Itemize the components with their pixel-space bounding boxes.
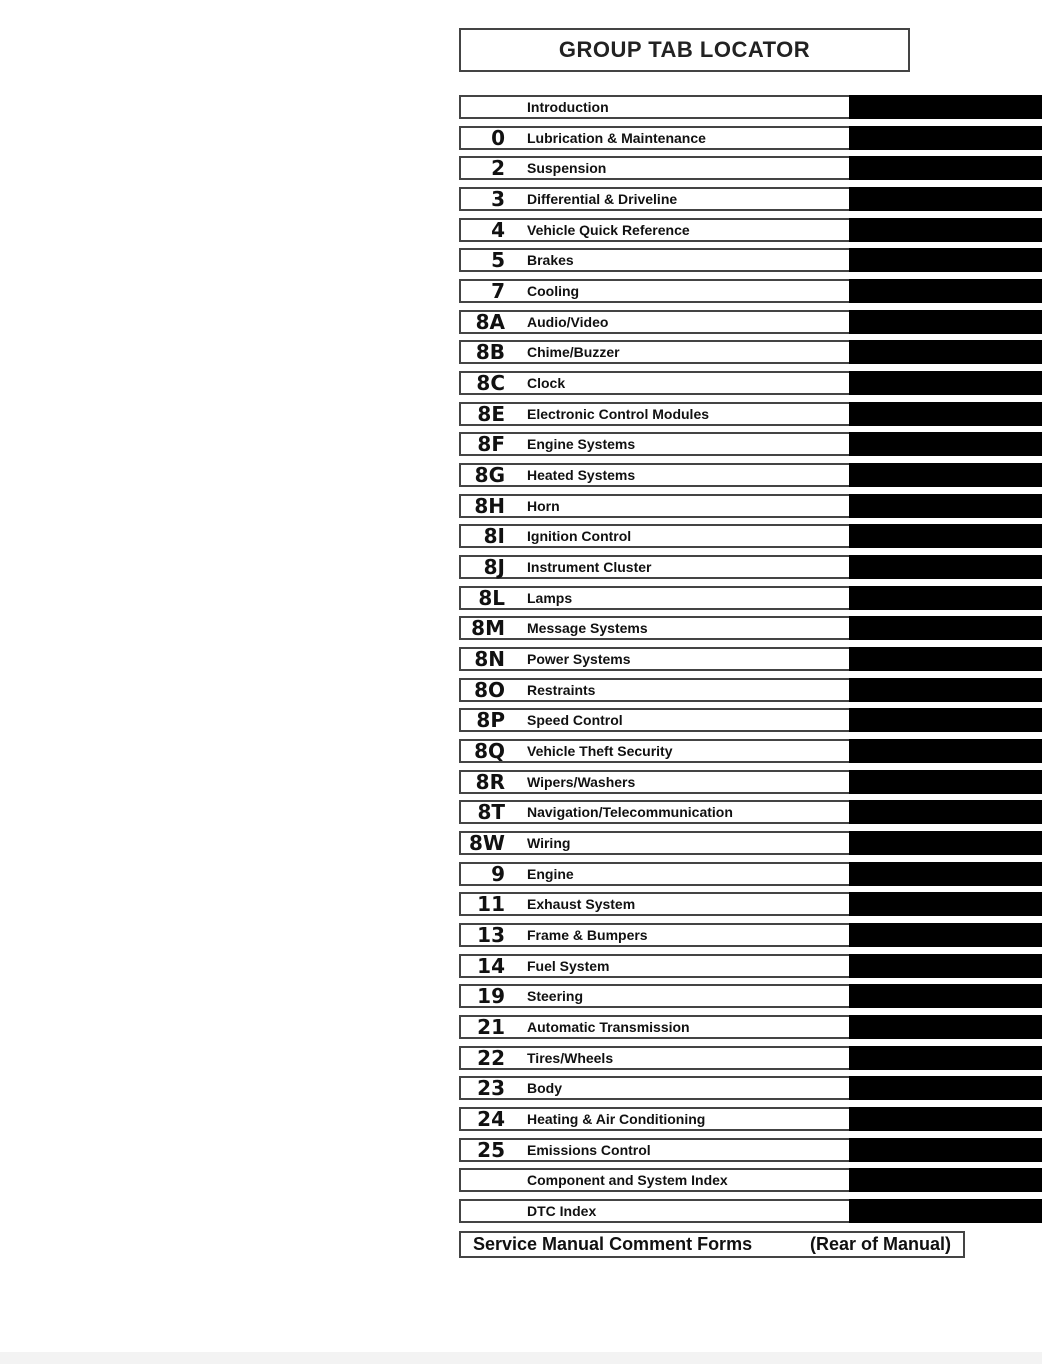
tab-marker xyxy=(849,616,1042,640)
tab-marker xyxy=(849,862,1042,886)
tab-box xyxy=(459,892,849,916)
tab-number: 8O xyxy=(474,678,505,702)
tab-number: 21 xyxy=(477,1015,505,1039)
tab-box xyxy=(459,524,849,548)
tab-label: Vehicle Quick Reference xyxy=(527,222,690,238)
tab-label: Message Systems xyxy=(527,620,648,636)
tab-label: Speed Control xyxy=(527,712,623,728)
tab-row[interactable] xyxy=(459,831,1042,855)
tab-label: Engine xyxy=(527,866,574,882)
tab-box xyxy=(459,708,849,732)
tab-box xyxy=(459,126,849,150)
tab-box xyxy=(459,923,849,947)
tab-row[interactable] xyxy=(459,524,1042,548)
tab-box xyxy=(459,1076,849,1100)
tab-row[interactable] xyxy=(459,187,1042,211)
tab-number: 2 xyxy=(491,156,505,180)
tab-box xyxy=(459,432,849,456)
tab-row[interactable] xyxy=(459,739,1042,763)
tab-label: Cooling xyxy=(527,283,580,299)
tab-row[interactable] xyxy=(459,402,1042,426)
tab-box xyxy=(459,954,849,978)
tab-marker xyxy=(849,402,1042,426)
tab-marker xyxy=(849,954,1042,978)
tab-marker xyxy=(849,770,1042,794)
tab-box xyxy=(459,1168,849,1192)
tab-marker xyxy=(849,1076,1042,1100)
tab-number: 24 xyxy=(477,1107,505,1131)
tab-label: Navigation/Telecommunication xyxy=(527,804,733,820)
tab-box xyxy=(459,1015,849,1039)
footer-right-text: (Rear of Manual) xyxy=(809,1234,951,1254)
tab-marker xyxy=(849,340,1042,364)
tab-marker xyxy=(849,371,1042,395)
tab-row[interactable] xyxy=(459,1107,1042,1131)
tab-number: 8M xyxy=(471,616,505,640)
tab-row[interactable] xyxy=(459,494,1042,518)
tab-number: 8T xyxy=(477,800,505,824)
footer-box xyxy=(459,1231,965,1258)
tab-label: Differential & Driveline xyxy=(527,191,678,207)
tab-row[interactable] xyxy=(459,678,1042,702)
tab-label: Tires/Wheels xyxy=(527,1050,614,1066)
tab-row[interactable] xyxy=(459,126,1042,150)
tab-label: Instrument Cluster xyxy=(527,559,652,575)
tab-marker xyxy=(849,1168,1042,1192)
tab-marker xyxy=(849,647,1042,671)
tab-row[interactable] xyxy=(459,371,1042,395)
tab-number: 19 xyxy=(477,984,505,1008)
tab-box xyxy=(459,831,849,855)
tab-number: 8P xyxy=(476,708,505,732)
tab-row[interactable] xyxy=(459,984,1042,1008)
tab-label: Electronic Control Modules xyxy=(527,406,710,422)
tab-marker xyxy=(849,1199,1042,1223)
tab-marker xyxy=(849,586,1042,610)
tab-label: Horn xyxy=(527,498,560,514)
tab-box xyxy=(459,739,849,763)
tab-row[interactable] xyxy=(459,1138,1042,1162)
tab-label: Body xyxy=(527,1080,562,1096)
tab-row[interactable] xyxy=(459,432,1042,456)
tab-marker xyxy=(849,463,1042,487)
tab-label: Automatic Transmission xyxy=(527,1019,690,1035)
tab-box xyxy=(459,1138,849,1162)
tab-marker xyxy=(849,524,1042,548)
tab-number: 0 xyxy=(491,126,505,150)
tab-marker xyxy=(849,1138,1042,1162)
tab-row[interactable] xyxy=(459,279,1042,303)
tab-label: Wipers/Washers xyxy=(527,774,636,790)
tab-number: 8B xyxy=(475,340,505,364)
tab-box xyxy=(459,770,849,794)
tab-number: 23 xyxy=(477,1076,505,1100)
tab-box xyxy=(459,1107,849,1131)
tab-number: 8E xyxy=(477,402,505,426)
tab-marker xyxy=(849,279,1042,303)
page-title: GROUP TAB LOCATOR xyxy=(558,37,811,62)
tab-row[interactable] xyxy=(459,95,1042,119)
tab-marker xyxy=(849,739,1042,763)
tab-row[interactable] xyxy=(459,1199,1042,1223)
tab-marker xyxy=(849,923,1042,947)
tab-marker xyxy=(849,187,1042,211)
tab-number: 8I xyxy=(483,524,505,548)
tab-row[interactable] xyxy=(459,862,1042,886)
tab-box xyxy=(459,248,849,272)
tab-box xyxy=(459,95,849,119)
tab-number: 8F xyxy=(477,432,505,456)
tab-marker xyxy=(849,831,1042,855)
tab-marker xyxy=(849,1107,1042,1131)
tab-marker xyxy=(849,1046,1042,1070)
tab-box xyxy=(459,616,849,640)
tab-number: 13 xyxy=(477,923,505,947)
tab-marker xyxy=(849,310,1042,334)
tab-row[interactable] xyxy=(459,1046,1042,1070)
tab-row[interactable] xyxy=(459,616,1042,640)
tab-label: Vehicle Theft Security xyxy=(527,743,673,759)
tab-box xyxy=(459,156,849,180)
tab-box xyxy=(459,1046,849,1070)
tab-number: 9 xyxy=(491,862,505,886)
tab-row[interactable] xyxy=(459,555,1042,579)
tab-box xyxy=(459,800,849,824)
tab-label: Power Systems xyxy=(527,651,631,667)
tab-number: 8Q xyxy=(474,739,505,763)
tab-box xyxy=(459,984,849,1008)
tab-row[interactable] xyxy=(459,1015,1042,1039)
tab-number: 8N xyxy=(474,647,505,671)
tab-number xyxy=(461,1170,505,1190)
tab-number: 8A xyxy=(475,310,505,334)
tab-box xyxy=(459,371,849,395)
tab-marker xyxy=(849,708,1042,732)
tab-marker xyxy=(849,218,1042,242)
tab-row[interactable] xyxy=(459,708,1042,732)
tab-box xyxy=(459,586,849,610)
tab-number: 25 xyxy=(477,1138,505,1162)
tab-row[interactable] xyxy=(459,586,1042,610)
tab-label: Ignition Control xyxy=(527,528,632,544)
tab-number: 8R xyxy=(475,770,505,794)
tab-label: Exhaust System xyxy=(527,896,636,912)
tab-box xyxy=(459,1199,849,1223)
tab-marker xyxy=(849,248,1042,272)
tab-number: 3 xyxy=(491,187,505,211)
tab-row[interactable] xyxy=(459,463,1042,487)
tab-box xyxy=(459,555,849,579)
tab-row[interactable] xyxy=(459,647,1042,671)
tab-label: Brakes xyxy=(527,252,574,268)
tab-label: Chime/Buzzer xyxy=(527,344,620,360)
tab-marker xyxy=(849,95,1042,119)
tab-marker xyxy=(849,156,1042,180)
tab-number: 22 xyxy=(477,1046,505,1070)
tab-marker xyxy=(849,432,1042,456)
tab-marker xyxy=(849,800,1042,824)
footer-left-text: Service Manual Comment Forms xyxy=(473,1234,753,1254)
tab-number: 14 xyxy=(477,954,505,978)
tab-number: 5 xyxy=(491,248,505,272)
tab-box xyxy=(459,218,849,242)
tab-marker xyxy=(849,1015,1042,1039)
tab-row[interactable] xyxy=(459,1168,1042,1192)
tab-box xyxy=(459,340,849,364)
tab-label: Heated Systems xyxy=(527,467,636,483)
tab-row[interactable] xyxy=(459,248,1042,272)
tab-label: Audio/Video xyxy=(527,314,609,330)
tab-number: 8H xyxy=(474,494,505,518)
tab-label: Introduction xyxy=(527,99,609,115)
tab-label: Suspension xyxy=(527,160,607,176)
tab-row[interactable] xyxy=(459,954,1042,978)
tab-box xyxy=(459,862,849,886)
tab-box xyxy=(459,647,849,671)
tab-box xyxy=(459,494,849,518)
tab-row[interactable] xyxy=(459,1076,1042,1100)
tab-number: 4 xyxy=(491,218,505,242)
tab-box xyxy=(459,402,849,426)
tab-label: Lubrication & Maintenance xyxy=(527,130,706,146)
tab-number: 11 xyxy=(477,892,505,916)
tab-label: Clock xyxy=(527,375,566,391)
tab-label: Lamps xyxy=(527,590,573,606)
tab-label: Wiring xyxy=(527,835,571,851)
tab-number: 8L xyxy=(478,586,505,610)
tab-number: 8W xyxy=(469,831,505,855)
tab-number: 8G xyxy=(474,463,505,487)
page-bottom-strip xyxy=(0,1352,1042,1364)
tab-marker xyxy=(849,555,1042,579)
tab-row[interactable] xyxy=(459,770,1042,794)
tab-number xyxy=(461,97,505,117)
tab-label: Frame & Bumpers xyxy=(527,927,648,943)
tab-number: 7 xyxy=(491,279,505,303)
tab-marker xyxy=(849,984,1042,1008)
tab-label: Steering xyxy=(527,988,584,1004)
tab-row[interactable] xyxy=(459,340,1042,364)
tab-label: DTC Index xyxy=(527,1203,597,1219)
tab-row[interactable] xyxy=(459,800,1042,824)
tab-number: 8J xyxy=(483,555,505,579)
tab-row[interactable] xyxy=(459,892,1042,916)
tab-box xyxy=(459,463,849,487)
tab-label: Emissions Control xyxy=(527,1142,651,1158)
tab-label: Heating & Air Conditioning xyxy=(527,1111,706,1127)
tab-label: Component and System Index xyxy=(527,1172,728,1188)
title-box xyxy=(459,28,910,72)
tab-row[interactable] xyxy=(459,923,1042,947)
tab-box xyxy=(459,678,849,702)
tab-row[interactable] xyxy=(459,156,1042,180)
tab-label: Engine Systems xyxy=(527,436,636,452)
tab-label: Fuel System xyxy=(527,958,610,974)
tab-row[interactable] xyxy=(459,310,1042,334)
tab-number: 8C xyxy=(476,371,505,395)
tab-number xyxy=(461,1201,505,1221)
tab-box xyxy=(459,187,849,211)
tab-box xyxy=(459,310,849,334)
tab-marker xyxy=(849,678,1042,702)
tab-marker xyxy=(849,892,1042,916)
tab-marker xyxy=(849,494,1042,518)
tab-label: Restraints xyxy=(527,682,596,698)
tab-marker xyxy=(849,126,1042,150)
tab-row[interactable] xyxy=(459,218,1042,242)
tab-box xyxy=(459,279,849,303)
